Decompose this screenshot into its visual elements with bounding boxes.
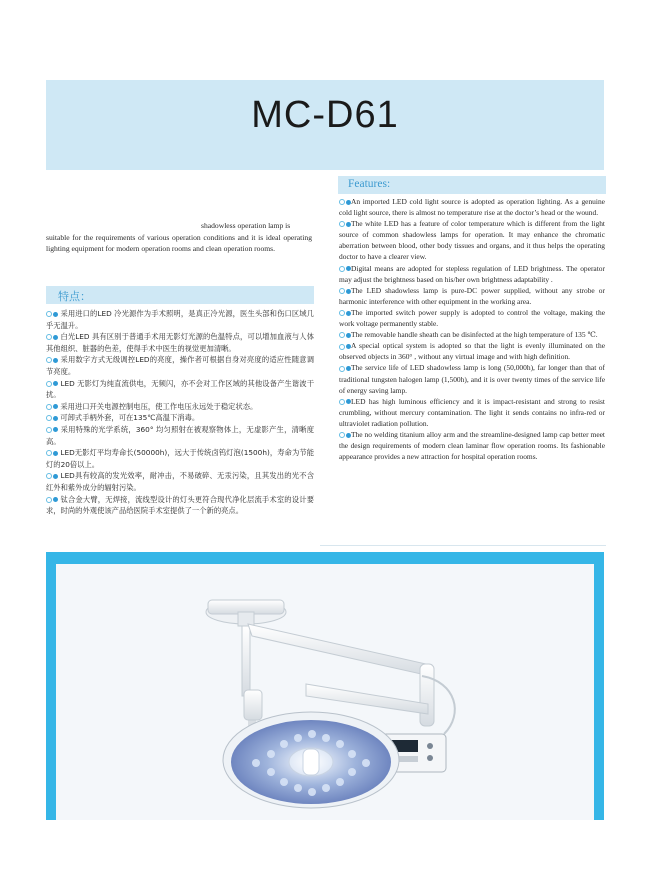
en-feature-text: The imported switch power supply is adopted to control the voltage, making the work voltage permanently stable.	[339, 307, 605, 329]
en-feature-item	[339, 362, 605, 395]
bullet-icon	[339, 307, 351, 318]
product-title: MC-D61	[251, 94, 399, 136]
product-photo-frame	[46, 552, 604, 820]
cn-feature-item	[46, 378, 314, 401]
bullet-icon	[46, 308, 58, 320]
en-feature-item	[339, 285, 605, 307]
intro-text: suitable for the requirements of various operation conditions and it is ideal operating lighting equipment for modern operation rooms and clean operation rooms.	[46, 232, 312, 254]
en-features-heading: Features:	[348, 178, 391, 190]
ceiling-mount	[206, 600, 286, 696]
bullet-icon	[339, 218, 351, 229]
intro-paragraph	[46, 220, 312, 255]
cn-feature-item	[46, 401, 314, 413]
cn-feature-item	[46, 331, 314, 354]
cn-features-list	[46, 308, 314, 517]
bullet-icon	[339, 329, 351, 340]
en-feature-item	[339, 396, 605, 429]
bullet-icon	[46, 424, 58, 436]
bullet-icon	[46, 378, 58, 390]
bullet-icon	[339, 340, 351, 351]
en-feature-item	[339, 329, 605, 340]
en-feature-item	[339, 429, 605, 462]
cn-feature-item	[46, 447, 314, 470]
bullet-icon	[339, 429, 351, 440]
cn-feature-item	[46, 494, 314, 517]
cn-feature-text: 白光LED 具有区别于普通手术用无影灯光源的色温特点，可以增加血液与人体其他组织、脏器的色差，使得手术中医生的视觉更加清晰。	[46, 332, 314, 353]
en-feature-item	[339, 218, 605, 262]
bullet-icon	[46, 331, 58, 343]
cn-feature-item	[46, 308, 314, 331]
bullet-icon	[46, 447, 58, 459]
surgical-lamp-illustration	[56, 564, 594, 820]
en-feature-text: Digital means are adopted for stepless regulation of LED brightness. The operator may adjust the brightness based on his/her own brightness adaptability .	[339, 263, 605, 284]
bullet-icon	[339, 196, 351, 207]
cn-feature-item	[46, 354, 314, 377]
en-feature-text: A special optical system is adopted so that the light is evenly illuminated on the observed objects in 360° , without any virtual image and with high definition.	[339, 341, 605, 362]
bullet-icon	[46, 401, 58, 413]
en-feature-text: The service life of LED shadowless lamp is long (50,000h), far longer than that of traditional tungsten halogen lamp (1,500h), and it is over twenty times of the service life of energy saving lamp.	[339, 363, 605, 395]
cn-features-header	[46, 286, 314, 304]
cn-feature-item	[46, 424, 314, 447]
bullet-icon	[46, 354, 58, 366]
en-feature-item	[339, 340, 605, 362]
intro-line-1: shadowless operation lamp is	[201, 221, 291, 230]
title-banner	[46, 80, 604, 170]
product-photo	[56, 564, 594, 820]
en-feature-text: The LED shadowless lamp is pure-DC power supplied, without any strobe or harmonic interference with other equipment in the working area.	[339, 285, 605, 306]
cn-feature-text: 采用进口开关电源控制电压，使工作电压永远处于稳定状态。	[60, 401, 258, 411]
bullet-icon	[46, 494, 58, 506]
bullet-icon	[339, 362, 351, 373]
en-feature-text: The no welding titanium alloy arm and the streamline-designed lamp cap better meet the design requirements of modern clean laminar flow operation rooms. Its fashionable appearance provides a new attraction for hospital operation rooms.	[339, 429, 605, 462]
en-feature-text: The white LED has a feature of color temperature which is different from the light source of common shadowless lamps for operation. It may enhance the chromatic aberration between blood, other body tissues and organs, and it thus helps the operating doctor to have a clearer view.	[339, 219, 605, 262]
divider	[320, 545, 606, 546]
cn-feature-text: LED无影灯平均寿命长(50000h)，远大于传统卤钨灯泡(1500h)，寿命为节能灯的20倍以上。	[46, 448, 314, 469]
cn-features-heading: 特点：	[58, 290, 91, 303]
en-feature-item	[339, 196, 605, 218]
cn-feature-item	[46, 470, 314, 493]
cn-feature-text: 采用进口的LED 冷光源作为手术照明，是真正冷光源，医生头部和伤口区域几乎无温升。	[46, 309, 314, 330]
en-feature-text: LED has high luminous efficiency and it is impact-resistant and strong to resist crumbling, without mercury contamination. The light it sends contains no infra-red or ultraviolet radiation pollution.	[339, 396, 605, 428]
en-feature-item	[339, 263, 605, 285]
en-feature-text: The removable handle sheath can be disinfected at the high temperature of 135 ℃.	[351, 330, 598, 340]
cn-feature-item	[46, 412, 314, 424]
cn-feature-text: 钛合金大臂，无焊接，流线型设计的灯头更符合现代净化层流手术室的设计要求，时尚的外观使该产品给医院手术室提供了一个新的亮点。	[46, 494, 314, 516]
en-feature-item	[339, 307, 605, 329]
en-features-list	[339, 196, 605, 462]
cn-feature-text: 可卸式手柄外套，可在135℃高温下消毒。	[60, 413, 200, 423]
bullet-icon	[339, 263, 351, 274]
bullet-icon	[46, 470, 58, 482]
bullet-icon	[339, 396, 351, 407]
bullet-icon	[339, 285, 351, 296]
en-feature-text: An imported LED cold light source is adopted as operation lighting. As a genuine cold light source, there is almost no temperature rise at the doctor’s head or the wound.	[339, 197, 605, 218]
cn-feature-text: LED 无影灯为纯直流供电，无频闪，亦不会对工作区域的其他设备产生谐波干扰。	[46, 378, 314, 400]
cn-feature-text: 采用数字方式无级调控LED的亮度，操作者可根据自身对亮度的适应性随意调节亮度。	[46, 355, 314, 376]
en-features-header	[338, 176, 606, 194]
lamp-head	[223, 712, 399, 808]
cn-feature-text: LED具有较高的发光效率，耐冲击，不易破碎、无汞污染，且其发出的光不含红外和紫外成分的辐射污染。	[46, 471, 314, 492]
bullet-icon	[46, 412, 58, 424]
cn-feature-text: 采用特殊的光学系统，360° 均匀照射在被观察物体上，无虚影产生，清晰度高。	[46, 424, 314, 446]
